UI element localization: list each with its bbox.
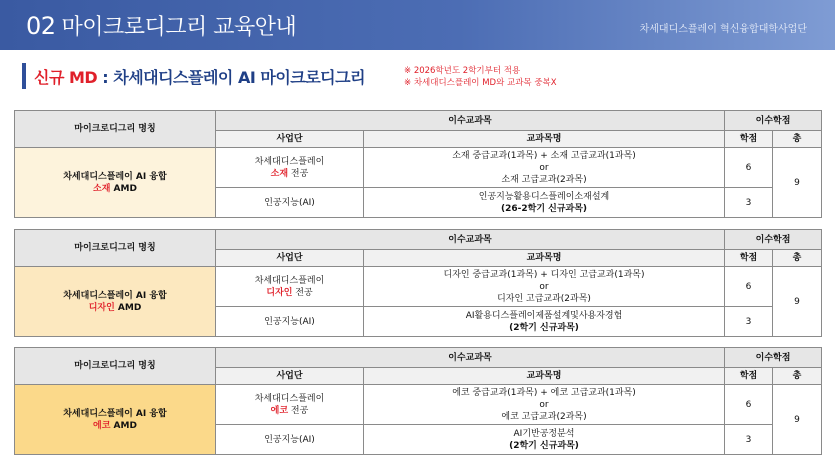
header-dept: 사업단 — [216, 368, 364, 385]
course-or: or — [539, 399, 549, 410]
md-table — [14, 347, 822, 455]
header-credits: 이수학점 — [725, 111, 822, 131]
header-credit: 학점 — [725, 368, 773, 385]
course-line: 에코 중급교과(1과목) + 에코 고급교과(1과목) — [452, 387, 636, 398]
md-table — [14, 229, 822, 337]
course-cell — [364, 148, 725, 188]
dept-track: 소재 — [270, 168, 289, 179]
md-track: 소재 — [93, 183, 111, 194]
dept-line: 차세대디스플레이 — [254, 393, 325, 404]
page-header — [0, 0, 835, 50]
md-name-cell — [15, 148, 216, 218]
md-name-suffix: AMD — [114, 302, 142, 313]
course-line: 소재 고급교과(2과목) — [501, 174, 587, 185]
md-track: 디자인 — [88, 302, 115, 313]
dept-cell — [216, 267, 364, 307]
header-md-name: 마이크로디그리 명칭 — [15, 111, 216, 148]
subheading-prefix: 신규 MD — [34, 68, 98, 87]
dept-suffix: 전공 — [292, 287, 313, 298]
course-or: or — [539, 162, 549, 173]
header-course-name: 교과목명 — [364, 368, 725, 385]
note-item: ※ 2026학년도 2학기부터 적용 — [404, 66, 521, 76]
md-name-line: 차세대디스플레이 AI 융합 — [63, 408, 167, 419]
header-course-name: 교과목명 — [364, 131, 725, 148]
dept-track: 에코 — [270, 405, 289, 416]
total-credit-cell: 9 — [773, 267, 822, 337]
total-credit-cell: 9 — [773, 148, 822, 218]
subheading-title: 차세대디스플레이 AI 마이크로디그리 — [113, 68, 366, 87]
header-credit: 학점 — [725, 131, 773, 148]
dept-line: 차세대디스플레이 — [254, 156, 325, 167]
dept-line — [218, 168, 361, 180]
header-courses: 이수교과목 — [216, 111, 725, 131]
course-line: AI활용디스플레이제품설계및사용자경험 — [465, 310, 623, 321]
course-line: 인공지능활용디스플레이소재설계 — [478, 191, 610, 202]
credit-cell: 6 — [725, 267, 773, 307]
dept-suffix: 전공 — [288, 405, 309, 416]
md-name-line — [17, 183, 213, 195]
credit-cell: 3 — [725, 307, 773, 337]
course-line: AI기반공정분석 — [513, 428, 575, 439]
header-md-name: 마이크로디그리 명칭 — [15, 230, 216, 267]
course-cell — [364, 267, 725, 307]
dept-track: 디자인 — [266, 287, 293, 298]
header-dept: 사업단 — [216, 131, 364, 148]
header-total: 총 — [773, 131, 822, 148]
course-line: 소재 중급교과(1과목) + 소재 고급교과(1과목) — [452, 150, 636, 161]
subheading-separator: : — [97, 68, 114, 87]
md-table — [14, 110, 822, 218]
course-cell — [364, 425, 725, 455]
dept-cell — [216, 148, 364, 188]
course-cell — [364, 385, 725, 425]
course-line: 디자인 고급교과(2과목) — [497, 293, 591, 304]
header-credit: 학점 — [725, 250, 773, 267]
header-credits: 이수학점 — [725, 348, 822, 368]
header-courses: 이수교과목 — [216, 348, 725, 368]
course-cell — [364, 188, 725, 218]
course-line: (26-2학기 신규과목) — [500, 203, 588, 214]
md-name-cell — [15, 267, 216, 337]
header-courses: 이수교과목 — [216, 230, 725, 250]
credit-cell: 6 — [725, 385, 773, 425]
md-name-line — [17, 302, 213, 314]
md-name-line: 차세대디스플레이 AI 융합 — [63, 290, 167, 301]
course-line: (2학기 신규과목) — [509, 322, 579, 333]
dept-line: 차세대디스플레이 — [254, 275, 325, 286]
md-name-suffix: AMD — [110, 420, 137, 431]
md-name-line: 차세대디스플레이 AI 융합 — [63, 171, 167, 182]
header-total: 총 — [773, 250, 822, 267]
course-line: (2학기 신규과목) — [509, 440, 579, 451]
course-or: or — [539, 281, 549, 292]
credit-cell: 6 — [725, 148, 773, 188]
dept-cell: 인공지능(AI) — [216, 188, 364, 218]
credit-cell: 3 — [725, 188, 773, 218]
md-name-suffix: AMD — [110, 183, 137, 194]
credit-cell: 3 — [725, 425, 773, 455]
header-dept: 사업단 — [216, 250, 364, 267]
dept-cell — [216, 385, 364, 425]
course-cell — [364, 307, 725, 337]
section-number: 02 — [26, 12, 56, 40]
dept-cell: 인공지능(AI) — [216, 307, 364, 337]
dept-suffix: 전공 — [288, 168, 309, 179]
total-credit-cell: 9 — [773, 385, 822, 455]
notes — [404, 65, 557, 89]
md-name-line — [17, 420, 213, 432]
header-credits: 이수학점 — [725, 230, 822, 250]
dept-line — [218, 287, 361, 299]
dept-cell: 인공지능(AI) — [216, 425, 364, 455]
course-line: 디자인 중급교과(1과목) + 디자인 고급교과(1과목) — [443, 269, 645, 280]
page-title — [26, 10, 296, 41]
section-title: 마이크로디그리 교육안내 — [61, 15, 297, 40]
header-md-name: 마이크로디그리 명칭 — [15, 348, 216, 385]
dept-line — [218, 405, 361, 417]
header-total: 총 — [773, 368, 822, 385]
md-name-cell — [15, 385, 216, 455]
note-item: ※ 차세대디스플레이 MD와 교과목 중복X — [404, 78, 557, 88]
subheading-label — [34, 65, 365, 88]
course-line: 에코 고급교과(2과목) — [501, 411, 587, 422]
header-course-name: 교과목명 — [364, 250, 725, 267]
md-track: 에코 — [93, 420, 111, 431]
subheading-accent-bar — [22, 63, 26, 89]
organization-name: 차세대디스플레이 혁신융합대학사업단 — [639, 24, 807, 35]
